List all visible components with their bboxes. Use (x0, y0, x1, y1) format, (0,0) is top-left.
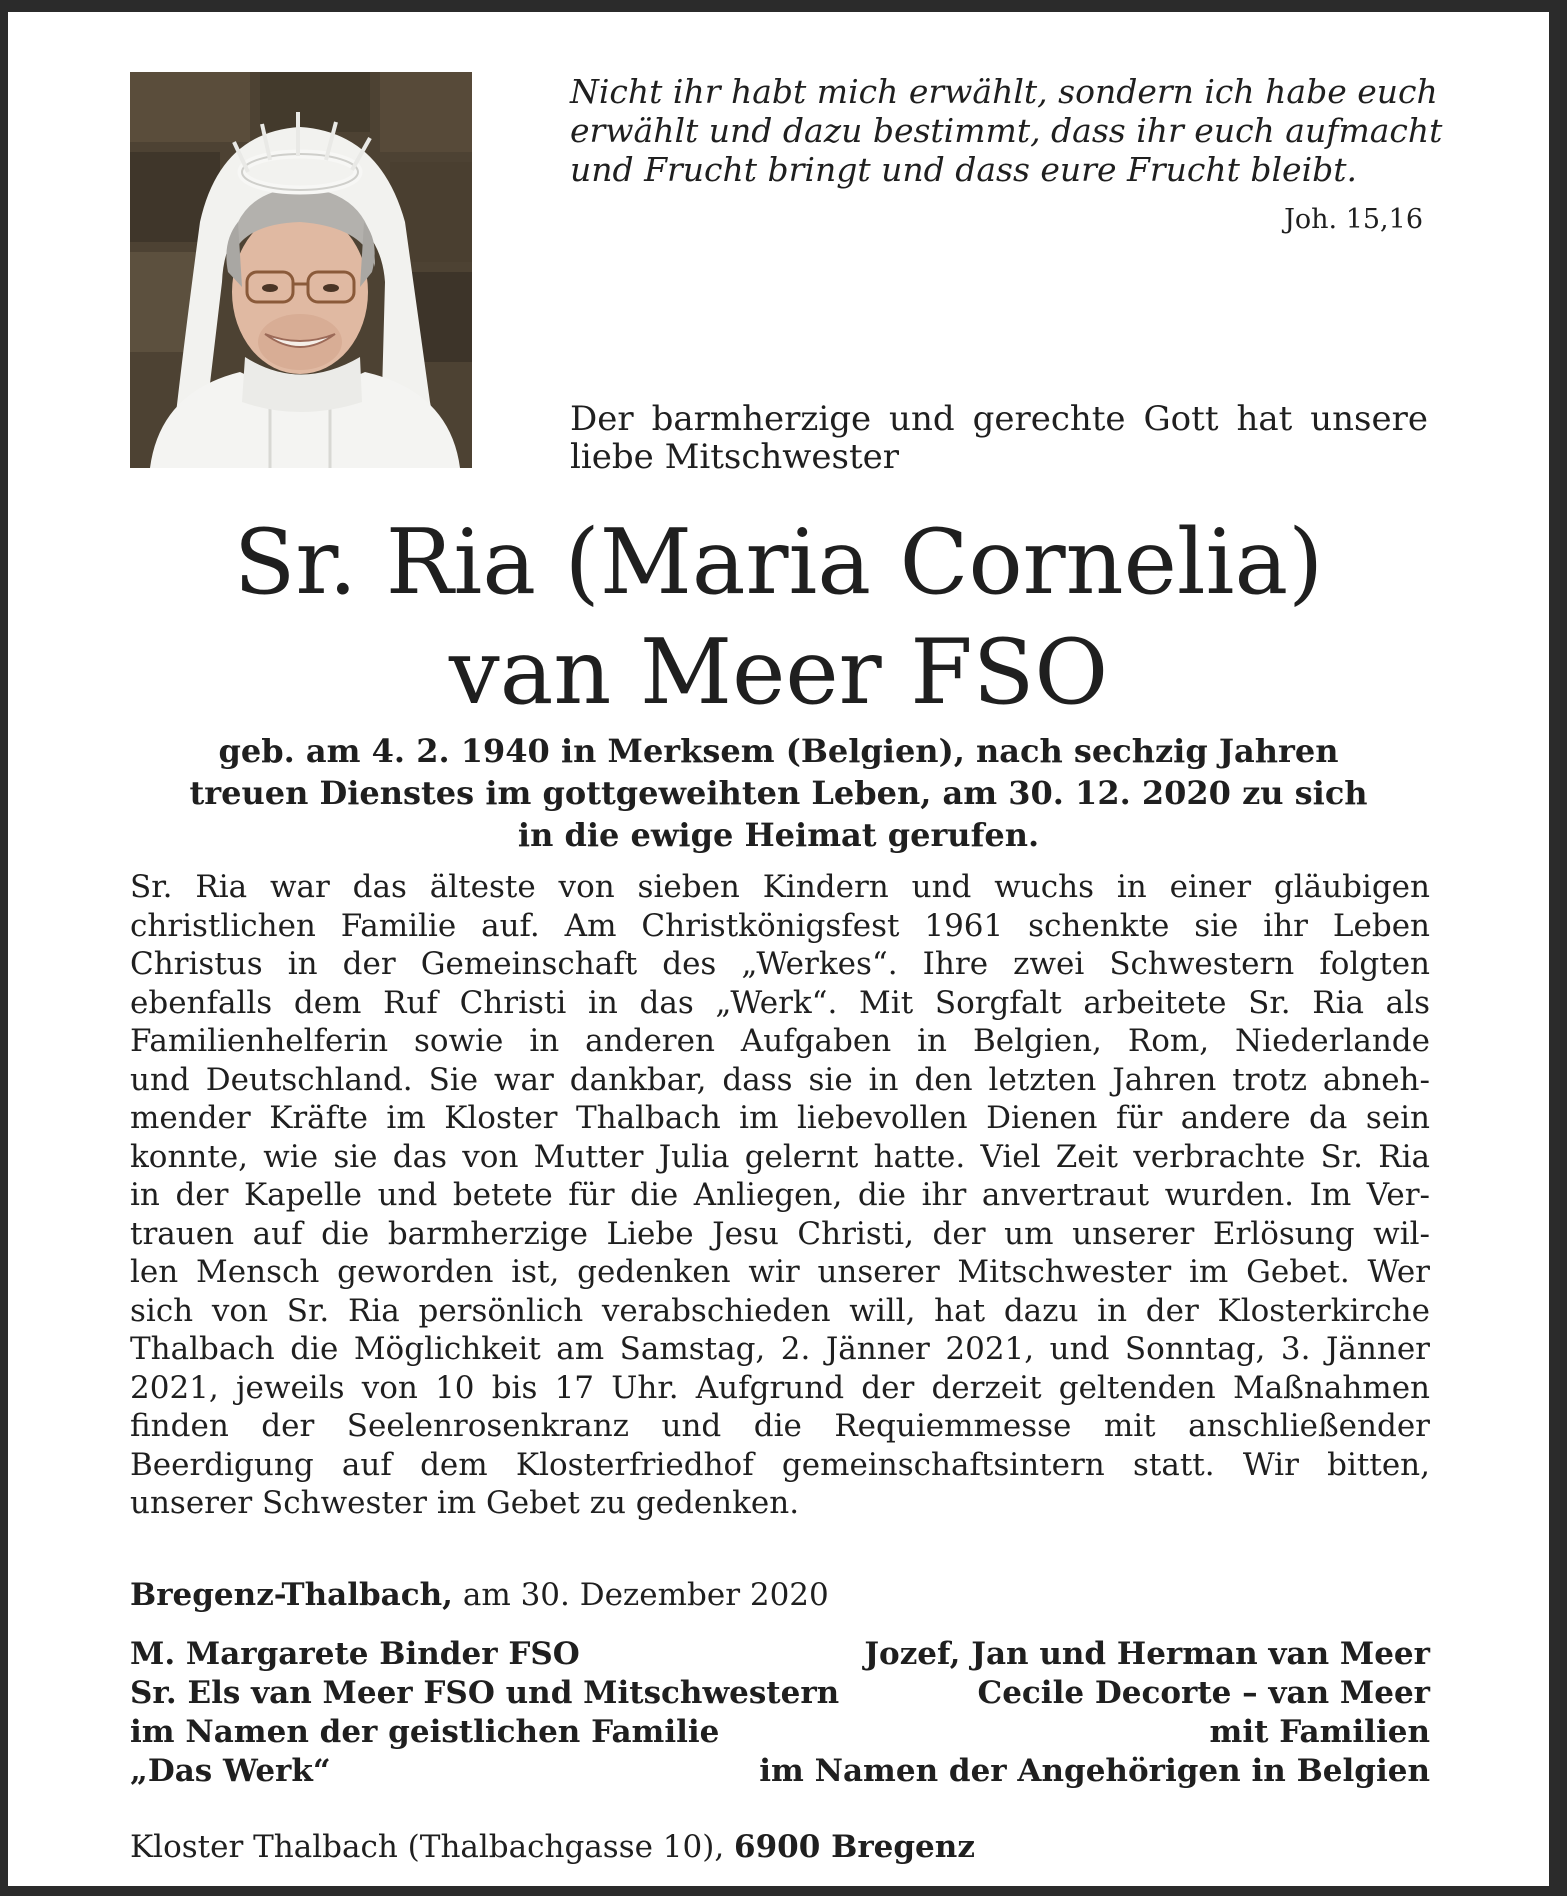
body-line: sich von Sr. Ria persönlich verabschieden will, hat dazu in der Klosterkirche (130, 1292, 1430, 1329)
body-line: christlichen Familie auf. Am Christkönigsfest 1961 schenkte sie ihr Leben (130, 907, 1430, 944)
quote-line: Nicht ihr habt mich erwählt, sondern ich habe euch (570, 72, 1438, 111)
body-line: Sr. Ria war das älteste von sieben Kindern und wuchs in einer gläubigen (130, 869, 1430, 905)
bible-quote (570, 72, 1443, 189)
body-line: in der Kapelle und betete für die Anliegen, die ihr anvertraut wurden. Im Ver- (130, 1177, 1430, 1213)
place-city: Bregenz-Thalbach, (130, 1577, 453, 1613)
body-line: konnte, wie sie das von Mutter Julia gelernt hatte. Viel Zeit verbrachte Sr. Ria (130, 1138, 1430, 1175)
body-line: Familienhelferin sowie in anderen Aufgaben in Belgien, Rom, Niederlande (130, 1023, 1430, 1059)
quote-reference: Joh. 15,16 (1284, 204, 1423, 235)
address-street: Kloster Thalbach (Thalbachgasse 10), (130, 1829, 735, 1865)
body-line: trauen auf die barmherzige Liebe Jesu Christi, der um unserer Erlösung wil- (130, 1215, 1430, 1252)
life-dates-line: geb. am 4. 2. 1940 in Merksem (Belgien), nach sechzig Jahren (218, 732, 1339, 770)
intro-line: liebe Mitschwester (570, 437, 900, 477)
signatories-family (698, 1635, 1430, 1791)
signatory-line: „Das Werk“ (130, 1753, 331, 1789)
signatory-line: im Namen der Angehörigen in Belgien (759, 1753, 1430, 1789)
name-line: van Meer FSO (448, 620, 1109, 725)
body-line: finden der Seelenrosenkranz und die Requiemmesse mit anschließender (130, 1408, 1430, 1444)
quote-line: erwählt und dazu bestimmt, dass ihr euch aufmacht (570, 111, 1443, 150)
deceased-name (8, 508, 1549, 728)
body-line: len Mensch geworden ist, gedenken wir unserer Mitschwester im Gebet. Wer (130, 1254, 1430, 1290)
intro-text (570, 400, 1428, 476)
body-line: Beerdigung auf dem Klosterfriedhof gemeinschaftsintern statt. Wir bitten, (130, 1446, 1430, 1483)
body-line: unserer Schwester im Gebet zu gedenken. (130, 1485, 800, 1521)
portrait-photo (130, 72, 472, 468)
body-line: mender Kräfte im Kloster Thalbach im liebevollen Dienen für andere da sein (130, 1100, 1430, 1136)
signatory-line: Cecile Decorte – van Meer (977, 1675, 1430, 1711)
quote-line: und Frucht bringt und dass eure Frucht bleibt. (570, 150, 1358, 189)
life-dates-line: in die ewige Heimat gerufen. (517, 816, 1040, 854)
place-and-date (130, 1576, 1030, 1614)
signatory-line: Sr. Els van Meer FSO und Mitschwestern (130, 1675, 840, 1711)
address (130, 1828, 1230, 1866)
obituary-page (8, 12, 1549, 1886)
body-line: Thalbach die Möglichkeit am Samstag, 2. Jänner 2021, und Sonntag, 3. Jänner (130, 1331, 1430, 1367)
name-line: Sr. Ria (Maria Cornelia) (233, 510, 1324, 615)
biography-text (130, 868, 1430, 1523)
signatory-line: im Namen der geistlichen Familie (130, 1714, 720, 1750)
body-line: ebenfalls dem Ruf Christi in das „Werk“. Mit Sorgfalt arbeitete Sr. Ria als (130, 984, 1430, 1021)
portrait-illustration (130, 72, 472, 468)
signatory-line: mit Familien (1209, 1714, 1430, 1750)
place-date: am 30. Dezember 2020 (452, 1577, 829, 1613)
intro-line: Der barmherzige und gerechte Gott hat unsere (570, 399, 1428, 439)
address-city: 6900 Bregenz (734, 1829, 975, 1865)
signatory-line: M. Margarete Binder FSO (130, 1636, 580, 1672)
life-dates-line: treuen Dienstes im gottgeweihten Leben, am 30. 12. 2020 zu sich (189, 774, 1368, 812)
body-line: Christus in der Gemeinschaft des „Werkes“. Ihre zwei Schwestern folgten (130, 946, 1430, 982)
body-line: und Deutschland. Sie war dankbar, dass sie in den letzten Jahren trotz abneh- (130, 1061, 1430, 1098)
signatory-line: Jozef, Jan und Herman van Meer (864, 1636, 1430, 1672)
body-line: 2021, jeweils von 10 bis 17 Uhr. Aufgrund der derzeit geltenden Maßnahmen (130, 1369, 1430, 1406)
life-dates (8, 730, 1549, 856)
